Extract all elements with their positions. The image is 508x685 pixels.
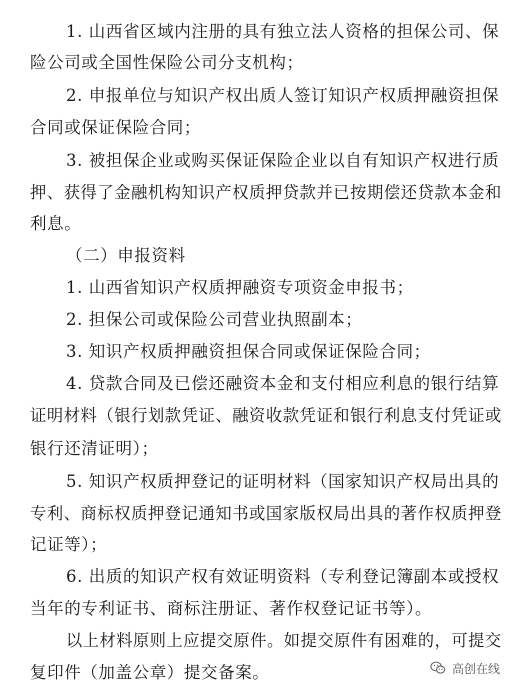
text-line: 3. 被担保企业或购买保证保险企业以自有知识产权进行质 [66, 150, 500, 170]
text-line: 4. 贷款合同及已偿还融资本金和支付相应利息的银行结算 [66, 374, 500, 394]
text-line: 1. 山西省区域内注册的具有独立法人资格的担保公司、保 [66, 22, 500, 42]
text-line: 6. 出质的知识产权有效证明资料（专利登记簿副本或授权 [66, 567, 500, 587]
text-line: 专利、商标权质押登记通知书或国家版权局出具的著作权质押登 [30, 503, 502, 523]
text-line: 1. 山西省知识产权质押融资专项资金申报书； [66, 278, 414, 298]
text-line: 复印件（加盖公章）提交备案。 [30, 663, 270, 682]
text-line: 利息。 [30, 213, 82, 233]
text-line: 险公司或全国性保险公司分支机构； [30, 53, 304, 73]
text-line: 以上材料原则上应提交原件。如提交原件有困难的，可提交 [66, 631, 502, 651]
watermark-text: 高创在线 [451, 661, 500, 676]
text-line: 3. 知识产权质押融资担保合同或保证保险合同； [66, 342, 431, 362]
text-line: 押、获得了金融机构知识产权质押贷款并已按期偿还贷款本金和 [30, 182, 502, 202]
wechat-icon [429, 659, 447, 677]
text-line: 记证等）； [30, 535, 108, 555]
text-line: 当年的专利证书、商标注册证、著作权登记证书等）。 [30, 599, 433, 619]
text-line: 2. 申报单位与知识产权出质人签订知识产权质押融资担保 [66, 86, 500, 106]
text-line: 合同或保证保险合同； [30, 117, 201, 137]
text-line: 5. 知识产权质押登记的证明材料（国家知识产权局出具的 [66, 471, 500, 491]
section-heading: （二）申报资料 [66, 246, 186, 266]
text-line: 2. 担保公司或保险公司营业执照副本； [66, 310, 363, 330]
text-line: 证明材料（银行划款凭证、融资收款凭证和银行利息支付凭证或 [30, 405, 502, 425]
text-line: 银行还清证明）； [30, 438, 159, 458]
watermark [429, 659, 500, 677]
